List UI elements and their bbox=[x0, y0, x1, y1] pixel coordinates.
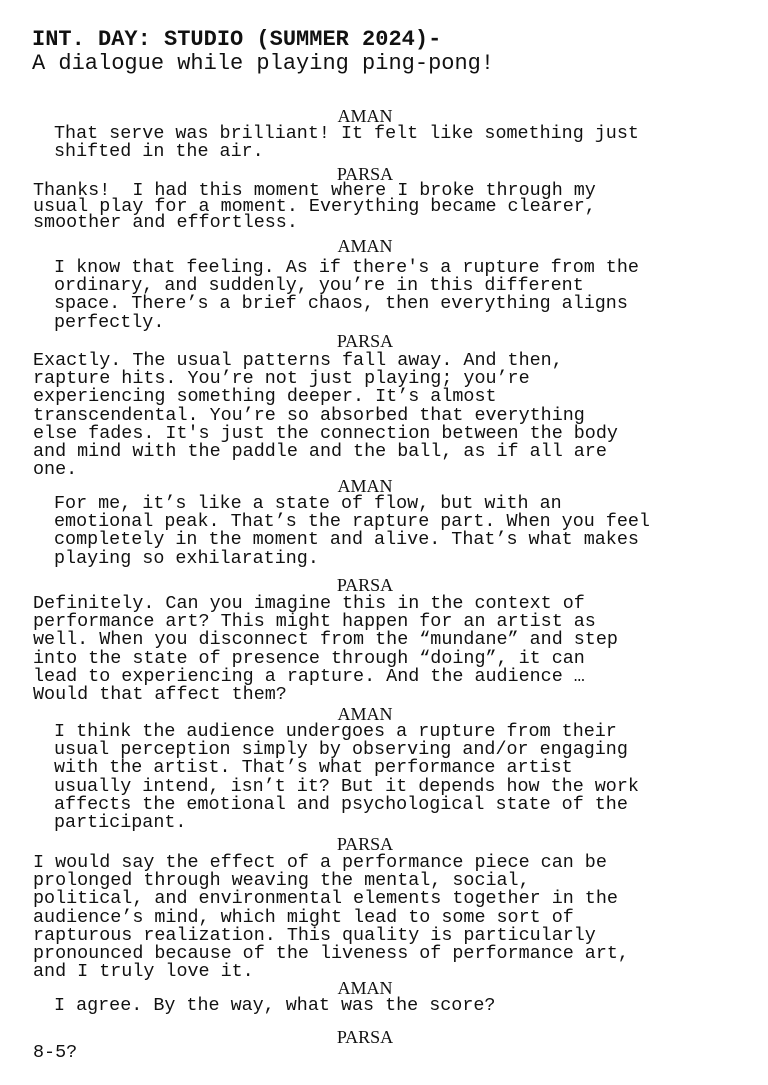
dialogue-text: For me, it’s like a state of flow, but with an emotional peak. That’s the rapture part. When you feel completely in the moment and alive. That’s what makes playing so exhilarating. bbox=[54, 493, 650, 569]
speaker-name: AMAN bbox=[337, 236, 393, 256]
speaker-name: AMAN bbox=[337, 106, 393, 126]
speaker-name: AMAN bbox=[337, 978, 393, 998]
dialogue-text: I think the audience undergoes a rupture from their usual perception simply by observing and/or engaging with the artist. That’s what performance artist usually intend, isn’t it? But it depends how the work affects the emotional and psychological state of the participant. bbox=[54, 721, 639, 834]
dialogue-text: 8-5? bbox=[33, 1042, 78, 1063]
dialogue-text: Thanks! I had this moment where I broke through my usual play for a moment. Everything became clearer, smoother and effortless. bbox=[33, 180, 596, 233]
scene-subtitle: A dialogue while playing ping-pong! bbox=[32, 51, 495, 76]
speaker-name: PARSA bbox=[336, 331, 394, 351]
speaker-name: AMAN bbox=[337, 704, 393, 724]
speaker-name: AMAN bbox=[337, 476, 393, 496]
scene-heading: INT. DAY: STUDIO (SUMMER 2024)- bbox=[32, 27, 442, 52]
dialogue-text: I would say the effect of a performance piece can be prolonged through weaving the mental, social, political, and environmental elements together in the audience’s mind, which might lead to some sort of rapturous realization. This quality is particularly pronounced because of the liveness of performance art, and I truly love it. bbox=[33, 852, 629, 983]
dialogue-text: I agree. By the way, what was the score? bbox=[54, 995, 496, 1016]
dialogue-text: I know that feeling. As if there's a rupture from the ordinary, and suddenly, you’re in this different space. There’s a brief chaos, then everything aligns perfectly. bbox=[54, 257, 639, 333]
dialogue-text: Definitely. Can you imagine this in the context of performance art? This might happen for an artist as well. When you disconnect from the “mundane” and step into the state of presence through “doing”, it can lead to experiencing a rapture. And the audience … Would that affect them? bbox=[33, 593, 618, 706]
speaker-name: PARSA bbox=[336, 164, 394, 184]
speaker-name: PARSA bbox=[336, 575, 394, 595]
dialogue-text: That serve was brilliant! It felt like something just shifted in the air. bbox=[54, 123, 639, 163]
speaker-name: PARSA bbox=[336, 834, 394, 854]
speaker-name: PARSA bbox=[336, 1027, 394, 1047]
dialogue-text: Exactly. The usual patterns fall away. And then, rapture hits. You’re not just playing; you’re experiencing something deeper. It’s almost transcendental. You’re so absorbed that everything else fades. It's just the connection between the body and mind with the paddle and the ball, as if all are one. bbox=[33, 350, 618, 481]
